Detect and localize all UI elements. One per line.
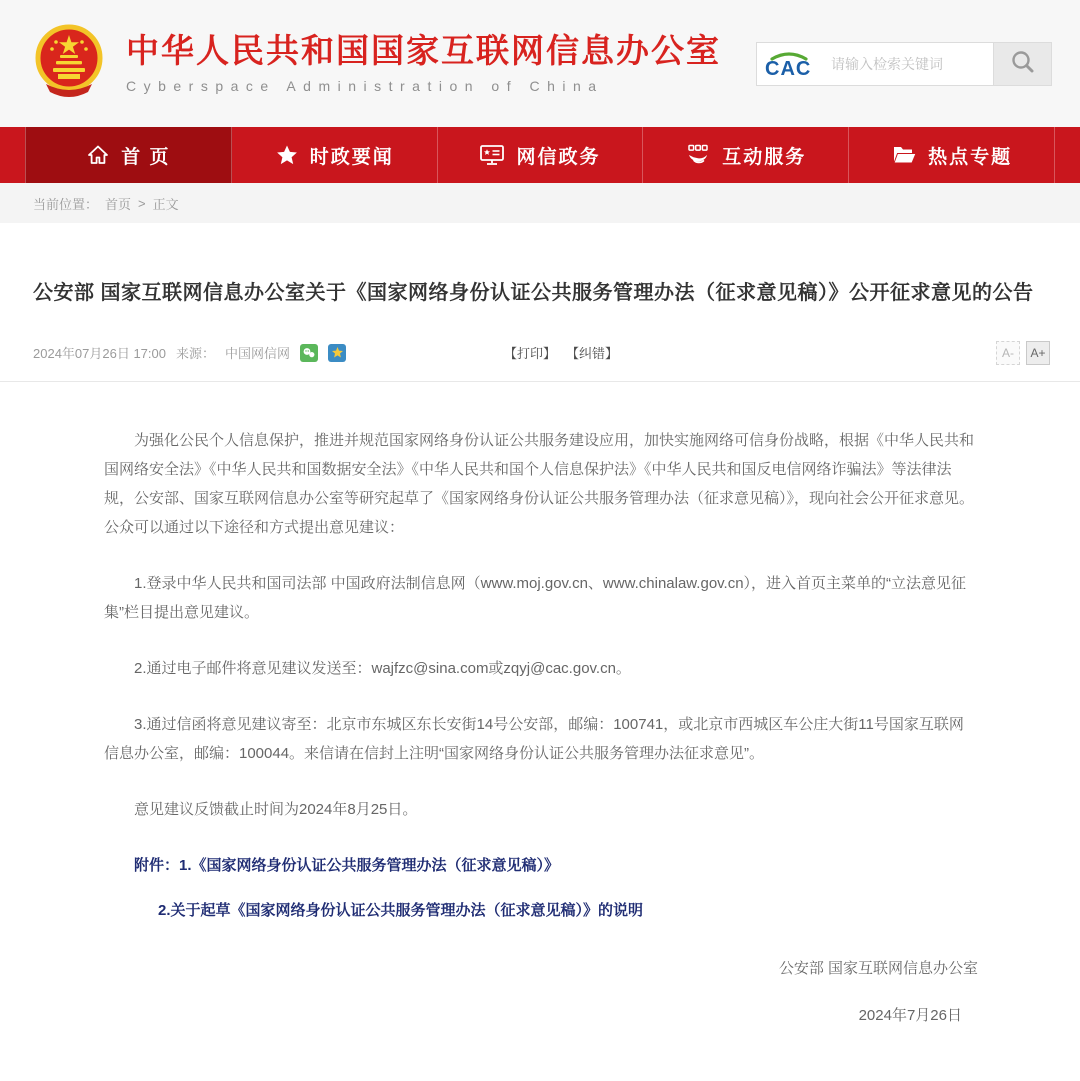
print-button[interactable]: 【打印】	[504, 346, 557, 362]
breadcrumb-label: 当前位置：	[33, 196, 99, 212]
font-smaller-button[interactable]: A-	[996, 341, 1020, 365]
breadcrumb-current: 正文	[152, 196, 179, 212]
nav-item-home[interactable]	[25, 127, 232, 183]
magnifier-search-icon	[1010, 49, 1036, 78]
breadcrumb	[0, 183, 1080, 223]
nav-item-label: 时政要闻	[309, 146, 394, 168]
article-body	[0, 382, 1080, 941]
breadcrumb-home-link[interactable]: 首页	[105, 196, 132, 212]
site-title-en: Cyberspace Administration of China	[126, 77, 604, 94]
attachment-line-2	[104, 896, 978, 925]
nav-item-hot-topics[interactable]	[849, 127, 1055, 183]
star-icon	[275, 143, 299, 167]
star-share-icon[interactable]	[328, 344, 346, 362]
source-name: 中国网信网	[225, 346, 291, 362]
attachment-link-1[interactable]: 1.《国家网络身份认证公共服务管理办法（征求意见稿）》	[179, 856, 560, 874]
signature-name: 公安部 国家互联网信息办公室	[778, 959, 978, 977]
paragraph: 1.登录中华人民共和国司法部 中国政府法制信息网（www.moj.gov.cn、www.chinalaw.gov.cn），进入首页主菜单的“立法意见征集”栏目提出意见建议。	[104, 574, 967, 621]
home-icon	[86, 143, 110, 167]
search-input[interactable]	[821, 43, 993, 85]
site-header	[0, 0, 1080, 127]
publish-date: 2024年07月26日 17:00	[33, 346, 166, 362]
main-nav	[0, 127, 1080, 183]
correct-button[interactable]: 【纠错】	[566, 346, 619, 362]
svg-text:CAC: CAC	[765, 57, 812, 80]
font-larger-button[interactable]: A+	[1026, 341, 1050, 365]
nav-item-label: 网信政务	[516, 146, 601, 168]
nav-item-label: 首 页	[121, 146, 171, 168]
paragraph: 为强化公民个人信息保护，推进并规范国家网络身份认证公共服务建设应用，加快实施网络可信身份战略，根据《中华人民共和国网络安全法》《中华人民共和国数据安全法》《中华人民共和国个人信息保护法》《中华人民共和国反电信网络诈骗法》等法律法规，公安部、国家互联网信息办公室等研究起草了《国家网络身份认证公共服务管理办法（征求意见稿）》，现向社会公开征求意见。公众可以通过以下途径和方式提出意见建议：	[104, 431, 975, 536]
nav-item-label: 互动服务	[722, 146, 807, 168]
nav-item-gov-affairs[interactable]	[438, 127, 644, 183]
interaction-hands-icon	[685, 143, 711, 167]
meta-actions	[504, 343, 618, 362]
paragraph: 意见建议反馈截止时间为2024年8月25日。	[134, 800, 418, 818]
nav-item-news[interactable]	[232, 127, 438, 183]
attachments-label: 附件：	[134, 856, 180, 874]
nav-item-interaction[interactable]	[643, 127, 849, 183]
cac-logo	[757, 43, 821, 85]
article-page	[0, 236, 1080, 1080]
monitor-icon	[479, 143, 505, 167]
attachment-line-1	[104, 851, 978, 880]
brand-text	[126, 33, 721, 93]
attachment-link-2[interactable]: 2.关于起草《国家网络身份认证公共服务管理办法（征求意见稿）》的说明	[158, 901, 644, 919]
search-button[interactable]	[993, 43, 1051, 85]
article-meta	[0, 335, 1080, 382]
article-title: 公安部 国家互联网信息办公室关于《国家网络身份认证公共服务管理办法（征求意见稿）》公开征求意见的公告	[33, 282, 1034, 305]
site-brand	[32, 22, 721, 105]
paragraph: 2.通过电子邮件将意见建议发送至：wajfzc@sina.com或zqyj@cac.gov.cn。	[134, 659, 631, 677]
nav-item-label: 热点专题	[928, 146, 1013, 168]
meta-left	[33, 343, 346, 362]
search-box	[756, 42, 1052, 86]
signature-block	[0, 941, 1080, 1081]
signature-date: 2024年7月26日	[858, 1006, 962, 1024]
folder-icon	[891, 143, 917, 167]
china-national-emblem-icon	[32, 22, 106, 105]
breadcrumb-separator: >	[138, 195, 146, 211]
paragraph: 3.通过信函将意见建议寄至：北京市东城区东长安街14号公安部，邮编：100741，或北京市西城区车公庄大街11号国家互联网信息办公室，邮编：100044。来信请在信封上注明“国家网络身份认证公共服务管理办法征求意见”。	[104, 715, 964, 762]
site-title-cn: 中华人民共和国国家互联网信息办公室	[126, 32, 721, 70]
font-size-controls	[996, 341, 1050, 365]
source-label: 来源：	[175, 346, 215, 362]
wechat-share-icon[interactable]	[300, 344, 318, 362]
